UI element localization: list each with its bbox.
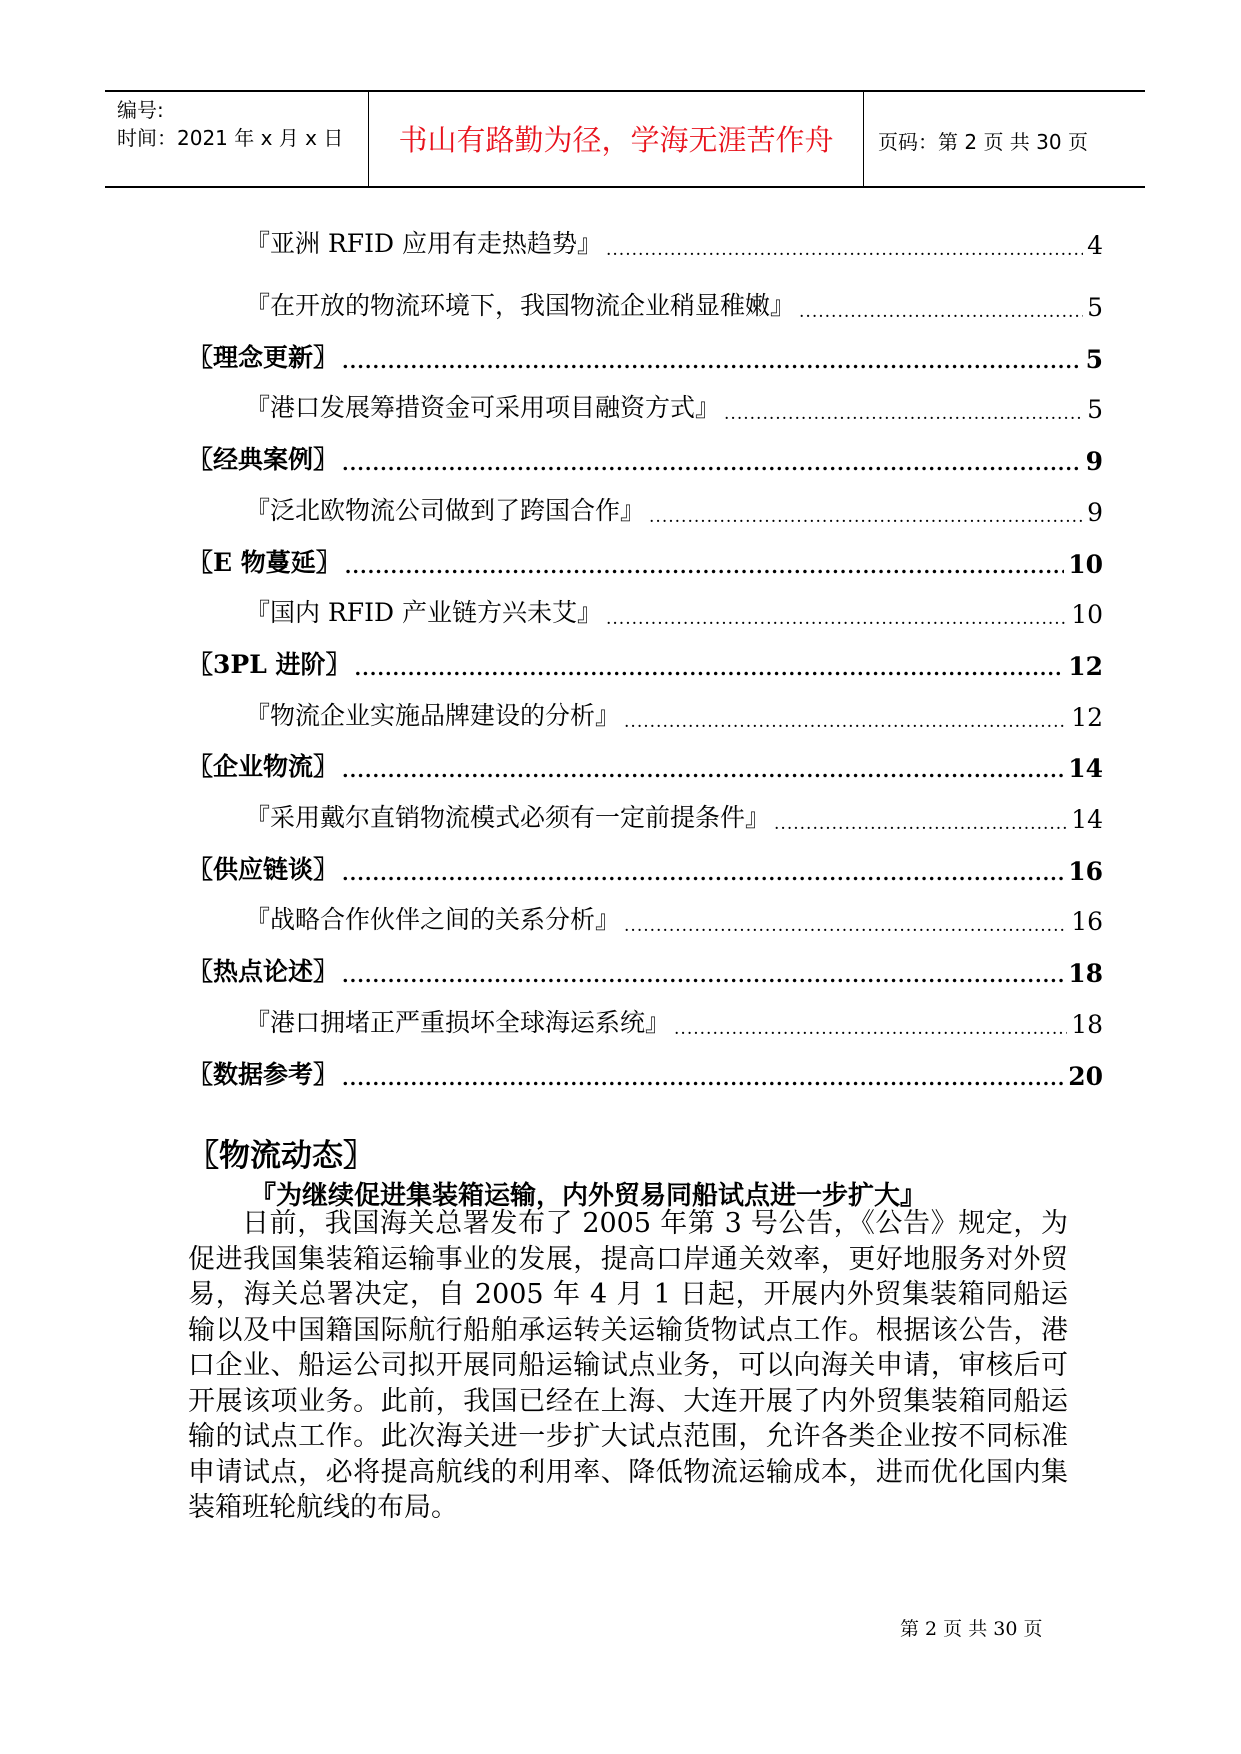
header-page-info: 页码：第 2 页 共 30 页 — [878, 130, 1088, 154]
toc-section-title: 〖热点论述〗 — [188, 957, 339, 986]
toc-entry[interactable] — [245, 698, 1103, 732]
toc-entry-title: 『港口发展筹措资金可采用项目融资方式』 — [245, 393, 721, 422]
toc-leader-dots — [342, 965, 1064, 988]
toc-entry[interactable] — [245, 595, 1103, 629]
toc-section-title: 〖供应链谈〗 — [188, 855, 339, 884]
toc-section-page: 18 — [1068, 959, 1103, 988]
toc-entry-title: 『国内 RFID 产业链方兴未艾』 — [245, 598, 602, 627]
header-middle-cell — [369, 92, 864, 186]
toc-entry[interactable] — [245, 493, 1103, 527]
toc-leader-dots — [342, 453, 1082, 476]
toc-section-entry[interactable] — [188, 852, 1103, 886]
toc-leader-dots — [342, 351, 1082, 374]
toc-section-page: 9 — [1085, 447, 1103, 476]
page-footer: 第 2 页 共 30 页 — [900, 1618, 1043, 1640]
toc-section-page: 12 — [1068, 652, 1103, 681]
toc-entry[interactable] — [245, 902, 1103, 936]
toc-section-page: 16 — [1068, 857, 1103, 886]
toc-entry-page: 12 — [1071, 703, 1103, 732]
toc-leader-dots — [342, 760, 1064, 783]
toc-leader-dots — [606, 609, 1067, 629]
toc-leader-dots — [606, 240, 1083, 260]
article-title: 『为继续促进集装箱运输，内外贸易同船试点进一步扩大』 — [250, 1181, 927, 1211]
toc-section-title: 〖企业物流〗 — [188, 752, 339, 781]
toc-section-title: 〖理念更新〗 — [188, 343, 339, 372]
toc-section-page: 20 — [1068, 1062, 1103, 1091]
toc-entry-title: 『战略合作伙伴之间的关系分析』 — [245, 905, 621, 934]
toc-section-entry[interactable] — [188, 545, 1103, 579]
toc-section-entry[interactable] — [188, 749, 1103, 783]
document-header — [105, 90, 1145, 188]
toc-entry[interactable] — [245, 288, 1103, 322]
toc-section-title: 〖E 物蔓延〗 — [188, 548, 341, 577]
toc-entry-page: 10 — [1071, 600, 1103, 629]
article-body: 日前，我国海关总署发布了 2005 年第 3 号公告，《公告》规定，为促进我国集装箱运输事业的发展，提高口岸通关效率，更好地服务对外贸易，海关总署决定，自 2005 年 4 月 1 日起，开展内外贸集装箱同船运输以及中国籍国际航行船舶承运转关运输货物试点工作。根据该公告，港口企业、船运公司拟开展同船运输试点业务，可以向海关申请，审核后可开展该项业务。此前，我国已经在上海、大连开展了内外贸集装箱同船运输的试点工作。此次海关进一步扩大试点范围，允许各类企业按不同标准申请试点，必将提高航线的利用率、降低物流运输成本，进而优化国内集装箱班轮航线的布局。 — [188, 1208, 1068, 1523]
toc-section-entry[interactable] — [188, 340, 1103, 374]
toc-leader-dots — [674, 1019, 1067, 1039]
toc-section-title: 〖数据参考〗 — [188, 1060, 339, 1089]
toc-section-page: 14 — [1068, 754, 1103, 783]
toc-entry-title: 『采用戴尔直销物流模式必须有一定前提条件』 — [245, 803, 771, 832]
toc-entry-page: 5 — [1087, 395, 1103, 424]
toc-leader-dots — [624, 916, 1067, 936]
toc-entry-page: 14 — [1071, 805, 1103, 834]
document-time-label: 时间：2021 年 x 月 x 日 — [117, 126, 344, 150]
toc-leader-dots — [342, 1068, 1064, 1091]
toc-section-title: 〖3PL 进阶〗 — [188, 650, 351, 679]
toc-leader-dots — [649, 507, 1083, 527]
toc-entry[interactable] — [245, 226, 1103, 260]
toc-section-page: 10 — [1068, 550, 1103, 579]
header-motto: 书山有路勤为径，学海无涯苦作舟 — [398, 123, 834, 157]
toc-leader-dots — [354, 658, 1064, 681]
toc-entry-page: 16 — [1071, 907, 1103, 936]
toc-entry-title: 『在开放的物流环境下，我国物流企业稍显稚嫩』 — [245, 291, 796, 320]
toc-leader-dots — [774, 814, 1067, 834]
toc-entry[interactable] — [245, 800, 1103, 834]
toc-entry-title: 『物流企业实施品牌建设的分析』 — [245, 701, 621, 730]
toc-entry-page: 9 — [1087, 498, 1103, 527]
toc-leader-dots — [342, 863, 1064, 886]
toc-entry-title: 『亚洲 RFID 应用有走热趋势』 — [245, 229, 602, 258]
toc-entry-page: 4 — [1087, 231, 1103, 260]
toc-leader-dots — [724, 404, 1083, 424]
toc-section-entry[interactable] — [188, 954, 1103, 988]
document-number-label: 编号: — [117, 98, 164, 122]
toc-entry-page: 18 — [1071, 1010, 1103, 1039]
toc-entry[interactable] — [245, 390, 1103, 424]
toc-leader-dots — [799, 302, 1083, 322]
toc-entry-title: 『泛北欧物流公司做到了跨国合作』 — [245, 496, 646, 525]
header-left-cell — [105, 92, 369, 186]
toc-section-page: 5 — [1085, 345, 1103, 374]
toc-entry-page: 5 — [1087, 293, 1103, 322]
section-heading: 〖物流动态〗 — [188, 1138, 374, 1174]
toc-section-entry[interactable] — [188, 442, 1103, 476]
toc-entry-title: 『港口拥堵正严重损坏全球海运系统』 — [245, 1008, 671, 1037]
toc-section-entry[interactable] — [188, 1057, 1103, 1091]
toc-leader-dots — [345, 556, 1064, 579]
toc-section-entry[interactable] — [188, 647, 1103, 681]
toc-entry[interactable] — [245, 1005, 1103, 1039]
toc-section-title: 〖经典案例〗 — [188, 445, 339, 474]
header-right-cell — [864, 92, 1144, 186]
toc-leader-dots — [624, 712, 1067, 732]
